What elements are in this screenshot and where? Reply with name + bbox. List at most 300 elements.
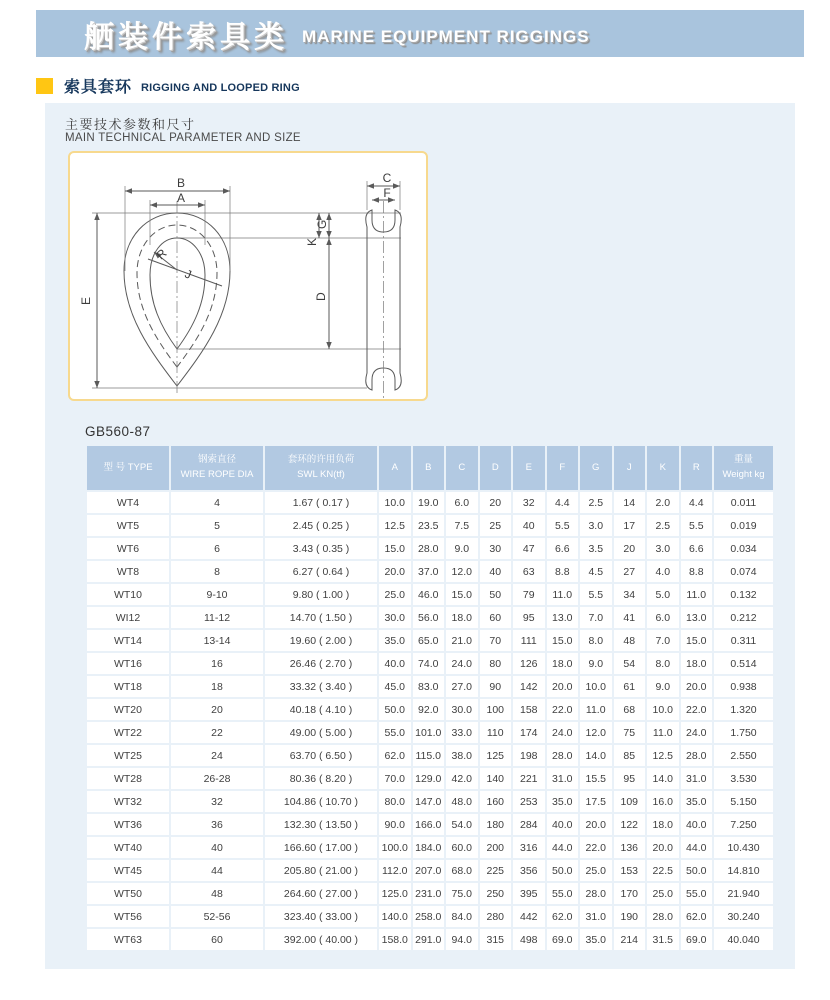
table-cell: 170 bbox=[614, 883, 646, 904]
table-cell: 38.0 bbox=[446, 745, 478, 766]
table-cell: 17 bbox=[614, 515, 646, 536]
table-cell: 2.5 bbox=[580, 492, 612, 513]
table-cell: 0.311 bbox=[714, 630, 773, 651]
dim-label-d: D bbox=[314, 292, 328, 301]
table-row bbox=[87, 630, 773, 651]
table-cell: 4 bbox=[171, 492, 263, 513]
table-cell: 140 bbox=[480, 768, 512, 789]
table-row bbox=[87, 837, 773, 858]
table-cell: 47 bbox=[513, 538, 545, 559]
table-cell: 50 bbox=[480, 584, 512, 605]
table-cell: 122 bbox=[614, 814, 646, 835]
table-cell: 18.0 bbox=[446, 607, 478, 628]
table-row bbox=[87, 883, 773, 904]
column-header: D bbox=[480, 446, 512, 490]
table-cell: 5 bbox=[171, 515, 263, 536]
spec-table bbox=[85, 444, 775, 952]
table-cell: 16.0 bbox=[647, 791, 679, 812]
table-cell: 3.530 bbox=[714, 768, 773, 789]
table-cell: 12.0 bbox=[580, 722, 612, 743]
table-cell: 7.250 bbox=[714, 814, 773, 835]
table-cell: 160 bbox=[480, 791, 512, 812]
table-cell: 20.0 bbox=[681, 676, 713, 697]
table-cell: 15.0 bbox=[547, 630, 579, 651]
table-row bbox=[87, 653, 773, 674]
table-cell: 6.6 bbox=[547, 538, 579, 559]
table-cell: 22.0 bbox=[547, 699, 579, 720]
table-cell: 9.0 bbox=[647, 676, 679, 697]
table-cell: 55.0 bbox=[547, 883, 579, 904]
table-cell: 125.0 bbox=[379, 883, 411, 904]
thimble-technical-drawing bbox=[70, 153, 426, 399]
table-cell: 61 bbox=[614, 676, 646, 697]
dim-label-f: F bbox=[383, 186, 391, 200]
table-row bbox=[87, 515, 773, 536]
table-cell: 10.0 bbox=[379, 492, 411, 513]
table-cell: 4.4 bbox=[681, 492, 713, 513]
table-cell: 30 bbox=[480, 538, 512, 559]
table-row bbox=[87, 768, 773, 789]
table-cell: 17.5 bbox=[580, 791, 612, 812]
table-cell: 0.938 bbox=[714, 676, 773, 697]
table-cell: 10.0 bbox=[580, 676, 612, 697]
table-cell: WT5 bbox=[87, 515, 169, 536]
table-cell: 50.0 bbox=[681, 860, 713, 881]
table-cell: 14.70 ( 1.50 ) bbox=[265, 607, 377, 628]
table-cell: 42.0 bbox=[446, 768, 478, 789]
table-cell: 50.0 bbox=[379, 699, 411, 720]
table-cell: 4.4 bbox=[547, 492, 579, 513]
standard-code-label: GB560-87 bbox=[85, 424, 151, 439]
column-header: B bbox=[413, 446, 445, 490]
table-cell: 12.0 bbox=[446, 561, 478, 582]
table-cell: 0.019 bbox=[714, 515, 773, 536]
table-cell: 35.0 bbox=[379, 630, 411, 651]
table-cell: 1.320 bbox=[714, 699, 773, 720]
table-cell: 24 bbox=[171, 745, 263, 766]
table-cell: 198 bbox=[513, 745, 545, 766]
table-cell: 264.60 ( 27.00 ) bbox=[265, 883, 377, 904]
table-cell: 315 bbox=[480, 929, 512, 950]
column-header: 重量 Weight kg bbox=[714, 446, 773, 490]
table-row bbox=[87, 860, 773, 881]
table-cell: 20 bbox=[171, 699, 263, 720]
table-cell: 65.0 bbox=[413, 630, 445, 651]
table-cell: WT18 bbox=[87, 676, 169, 697]
table-cell: 40 bbox=[171, 837, 263, 858]
table-cell: 3.0 bbox=[580, 515, 612, 536]
table-cell: 109 bbox=[614, 791, 646, 812]
table-cell: 24.0 bbox=[681, 722, 713, 743]
yellow-square-bullet-icon bbox=[36, 78, 53, 94]
table-cell: 70 bbox=[480, 630, 512, 651]
table-cell: 80.36 ( 8.20 ) bbox=[265, 768, 377, 789]
table-cell: 20 bbox=[480, 492, 512, 513]
table-cell: 111 bbox=[513, 630, 545, 651]
table-cell: 7.5 bbox=[446, 515, 478, 536]
table-cell: 68.0 bbox=[446, 860, 478, 881]
table-cell: 40 bbox=[513, 515, 545, 536]
table-cell: 40.040 bbox=[714, 929, 773, 950]
table-cell: 28.0 bbox=[647, 906, 679, 927]
table-cell: 498 bbox=[513, 929, 545, 950]
table-cell: 166.0 bbox=[413, 814, 445, 835]
table-cell: 85 bbox=[614, 745, 646, 766]
table-cell: 147.0 bbox=[413, 791, 445, 812]
table-cell: 21.0 bbox=[446, 630, 478, 651]
dim-label-g: G bbox=[315, 219, 329, 229]
table-cell: 9.80 ( 1.00 ) bbox=[265, 584, 377, 605]
table-cell: WT28 bbox=[87, 768, 169, 789]
subtitle-english: MAIN TECHNICAL PARAMETER AND SIZE bbox=[65, 132, 301, 144]
table-cell: 95 bbox=[614, 768, 646, 789]
table-cell: 46.0 bbox=[413, 584, 445, 605]
table-cell: 22.5 bbox=[647, 860, 679, 881]
table-cell: WT45 bbox=[87, 860, 169, 881]
table-cell: 207.0 bbox=[413, 860, 445, 881]
table-cell: WT4 bbox=[87, 492, 169, 513]
table-cell: 14.0 bbox=[580, 745, 612, 766]
table-cell: 104.86 ( 10.70 ) bbox=[265, 791, 377, 812]
table-cell: 190 bbox=[614, 906, 646, 927]
table-cell: 5.150 bbox=[714, 791, 773, 812]
table-cell: 92.0 bbox=[413, 699, 445, 720]
table-cell: 35.0 bbox=[547, 791, 579, 812]
dim-label-k: K bbox=[305, 237, 319, 246]
table-row bbox=[87, 607, 773, 628]
table-cell: WT16 bbox=[87, 653, 169, 674]
table-cell: 19.60 ( 2.00 ) bbox=[265, 630, 377, 651]
table-row bbox=[87, 745, 773, 766]
table-cell: 12.5 bbox=[379, 515, 411, 536]
table-row bbox=[87, 929, 773, 950]
table-cell: 18 bbox=[171, 676, 263, 697]
table-cell: 18.0 bbox=[647, 814, 679, 835]
table-cell: 40.0 bbox=[681, 814, 713, 835]
table-cell: 6.0 bbox=[647, 607, 679, 628]
table-cell: 28.0 bbox=[547, 745, 579, 766]
table-cell: 13.0 bbox=[681, 607, 713, 628]
column-header: J bbox=[614, 446, 646, 490]
table-cell: 3.0 bbox=[647, 538, 679, 559]
table-cell: WI12 bbox=[87, 607, 169, 628]
table-cell: 158.0 bbox=[379, 929, 411, 950]
table-cell: 31.0 bbox=[681, 768, 713, 789]
table-cell: 44.0 bbox=[547, 837, 579, 858]
table-row bbox=[87, 676, 773, 697]
table-cell: 83.0 bbox=[413, 676, 445, 697]
table-cell: 62.0 bbox=[379, 745, 411, 766]
table-cell: 36 bbox=[171, 814, 263, 835]
table-cell: 395 bbox=[513, 883, 545, 904]
table-cell: 94.0 bbox=[446, 929, 478, 950]
table-cell: 0.132 bbox=[714, 584, 773, 605]
table-cell: 8.0 bbox=[647, 653, 679, 674]
table-cell: 153 bbox=[614, 860, 646, 881]
column-header: K bbox=[647, 446, 679, 490]
table-row bbox=[87, 814, 773, 835]
table-cell: 44 bbox=[171, 860, 263, 881]
table-cell: 31.0 bbox=[580, 906, 612, 927]
table-cell: 5.5 bbox=[580, 584, 612, 605]
spec-table-body bbox=[87, 492, 773, 950]
table-cell: 20.0 bbox=[379, 561, 411, 582]
table-cell: 24.0 bbox=[446, 653, 478, 674]
table-cell: 13-14 bbox=[171, 630, 263, 651]
table-cell: 280 bbox=[480, 906, 512, 927]
table-cell: 20.0 bbox=[647, 837, 679, 858]
table-cell: 28.0 bbox=[681, 745, 713, 766]
table-cell: 14.810 bbox=[714, 860, 773, 881]
column-header: E bbox=[513, 446, 545, 490]
column-header: C bbox=[446, 446, 478, 490]
table-cell: 56.0 bbox=[413, 607, 445, 628]
table-row bbox=[87, 906, 773, 927]
table-cell: 60.0 bbox=[446, 837, 478, 858]
table-cell: 48 bbox=[614, 630, 646, 651]
table-cell: 132.30 ( 13.50 ) bbox=[265, 814, 377, 835]
table-cell: 40 bbox=[480, 561, 512, 582]
table-cell: 101.0 bbox=[413, 722, 445, 743]
table-cell: WT20 bbox=[87, 699, 169, 720]
table-cell: 35.0 bbox=[580, 929, 612, 950]
table-cell: WT32 bbox=[87, 791, 169, 812]
dim-label-a: A bbox=[176, 191, 186, 205]
table-cell: 75.0 bbox=[446, 883, 478, 904]
table-cell: 55.0 bbox=[379, 722, 411, 743]
table-cell: 75 bbox=[614, 722, 646, 743]
table-cell: 3.43 ( 0.35 ) bbox=[265, 538, 377, 559]
table-cell: WT22 bbox=[87, 722, 169, 743]
table-cell: 30.0 bbox=[379, 607, 411, 628]
table-cell: 18.0 bbox=[547, 653, 579, 674]
table-cell: 12.5 bbox=[647, 745, 679, 766]
table-cell: 323.40 ( 33.00 ) bbox=[265, 906, 377, 927]
table-cell: 14 bbox=[614, 492, 646, 513]
table-cell: 70.0 bbox=[379, 768, 411, 789]
table-cell: 20.0 bbox=[547, 676, 579, 697]
table-cell: 33.32 ( 3.40 ) bbox=[265, 676, 377, 697]
table-cell: 28.0 bbox=[413, 538, 445, 559]
table-cell: WT6 bbox=[87, 538, 169, 559]
table-cell: 62.0 bbox=[547, 906, 579, 927]
table-cell: 214 bbox=[614, 929, 646, 950]
table-cell: 115.0 bbox=[413, 745, 445, 766]
table-cell: 6.0 bbox=[446, 492, 478, 513]
table-cell: WT8 bbox=[87, 561, 169, 582]
page-header-banner bbox=[36, 10, 804, 57]
table-cell: WT50 bbox=[87, 883, 169, 904]
table-cell: 174 bbox=[513, 722, 545, 743]
table-cell: 184.0 bbox=[413, 837, 445, 858]
table-cell: 25.0 bbox=[647, 883, 679, 904]
table-cell: 40.18 ( 4.10 ) bbox=[265, 699, 377, 720]
table-cell: 205.80 ( 21.00 ) bbox=[265, 860, 377, 881]
table-cell: 5.5 bbox=[547, 515, 579, 536]
table-cell: 0.212 bbox=[714, 607, 773, 628]
table-cell: 44.0 bbox=[681, 837, 713, 858]
column-header: 套环的许用负荷 SWL KN(tf) bbox=[265, 446, 377, 490]
table-cell: 392.00 ( 40.00 ) bbox=[265, 929, 377, 950]
table-cell: 20.0 bbox=[580, 814, 612, 835]
table-cell: 180 bbox=[480, 814, 512, 835]
table-cell: 23.5 bbox=[413, 515, 445, 536]
table-cell: 19.0 bbox=[413, 492, 445, 513]
table-cell: 9-10 bbox=[171, 584, 263, 605]
dim-label-r: R bbox=[153, 246, 170, 263]
table-cell: 13.0 bbox=[547, 607, 579, 628]
table-cell: 32 bbox=[513, 492, 545, 513]
table-cell: 11.0 bbox=[547, 584, 579, 605]
table-cell: 0.011 bbox=[714, 492, 773, 513]
table-cell: WT14 bbox=[87, 630, 169, 651]
table-cell: 84.0 bbox=[446, 906, 478, 927]
table-cell: 231.0 bbox=[413, 883, 445, 904]
table-cell: 24.0 bbox=[547, 722, 579, 743]
dim-label-b: B bbox=[176, 176, 186, 190]
table-cell: 50.0 bbox=[547, 860, 579, 881]
table-cell: 200 bbox=[480, 837, 512, 858]
table-cell: 52-56 bbox=[171, 906, 263, 927]
table-cell: WT40 bbox=[87, 837, 169, 858]
table-cell: 79 bbox=[513, 584, 545, 605]
table-cell: 11.0 bbox=[647, 722, 679, 743]
table-cell: 18.0 bbox=[681, 653, 713, 674]
spec-table-header-row bbox=[87, 446, 773, 490]
table-cell: 110 bbox=[480, 722, 512, 743]
table-cell: 14.0 bbox=[647, 768, 679, 789]
table-cell: 26.46 ( 2.70 ) bbox=[265, 653, 377, 674]
table-cell: 26-28 bbox=[171, 768, 263, 789]
table-cell: 25.0 bbox=[580, 860, 612, 881]
table-cell: 0.074 bbox=[714, 561, 773, 582]
table-cell: 5.0 bbox=[647, 584, 679, 605]
table-cell: 28.0 bbox=[580, 883, 612, 904]
content-panel bbox=[45, 103, 795, 969]
table-cell: 100 bbox=[480, 699, 512, 720]
table-cell: 100.0 bbox=[379, 837, 411, 858]
technical-drawing-box bbox=[68, 151, 428, 401]
table-cell: 74.0 bbox=[413, 653, 445, 674]
table-cell: 6 bbox=[171, 538, 263, 559]
section-heading bbox=[36, 74, 300, 97]
banner-title-english: MARINE EQUIPMENT RIGGINGS bbox=[302, 26, 590, 46]
table-cell: 25 bbox=[480, 515, 512, 536]
table-cell: 25.0 bbox=[379, 584, 411, 605]
table-cell: 48.0 bbox=[446, 791, 478, 812]
table-cell: 356 bbox=[513, 860, 545, 881]
table-cell: 4.5 bbox=[580, 561, 612, 582]
table-cell: 20 bbox=[614, 538, 646, 559]
table-cell: 33.0 bbox=[446, 722, 478, 743]
table-cell: 284 bbox=[513, 814, 545, 835]
table-cell: 60 bbox=[171, 929, 263, 950]
table-cell: 90.0 bbox=[379, 814, 411, 835]
table-cell: 8.8 bbox=[547, 561, 579, 582]
table-cell: 291.0 bbox=[413, 929, 445, 950]
table-cell: 112.0 bbox=[379, 860, 411, 881]
table-cell: 0.034 bbox=[714, 538, 773, 559]
table-cell: 7.0 bbox=[580, 607, 612, 628]
table-cell: 80 bbox=[480, 653, 512, 674]
table-cell: 63.70 ( 6.50 ) bbox=[265, 745, 377, 766]
table-cell: 15.0 bbox=[681, 630, 713, 651]
column-header: F bbox=[547, 446, 579, 490]
table-cell: 1.67 ( 0.17 ) bbox=[265, 492, 377, 513]
table-cell: 258.0 bbox=[413, 906, 445, 927]
table-cell: 15.0 bbox=[379, 538, 411, 559]
table-cell: 6.6 bbox=[681, 538, 713, 559]
dim-label-e: E bbox=[79, 296, 93, 305]
subtitle-chinese: 主要技术参数和尺寸 bbox=[65, 117, 196, 132]
table-cell: 3.5 bbox=[580, 538, 612, 559]
table-cell: 11.0 bbox=[580, 699, 612, 720]
table-cell: WT25 bbox=[87, 745, 169, 766]
column-header: 型 号 TYPE bbox=[87, 446, 169, 490]
dim-label-c: C bbox=[382, 171, 392, 185]
table-row bbox=[87, 561, 773, 582]
table-cell: 9.0 bbox=[446, 538, 478, 559]
table-cell: WT36 bbox=[87, 814, 169, 835]
table-cell: 45.0 bbox=[379, 676, 411, 697]
table-cell: 158 bbox=[513, 699, 545, 720]
table-cell: 21.940 bbox=[714, 883, 773, 904]
table-cell: 126 bbox=[513, 653, 545, 674]
table-cell: 34 bbox=[614, 584, 646, 605]
column-header: R bbox=[681, 446, 713, 490]
table-cell: 95 bbox=[513, 607, 545, 628]
table-cell: 7.0 bbox=[647, 630, 679, 651]
table-cell: 11.0 bbox=[681, 584, 713, 605]
table-cell: 5.5 bbox=[681, 515, 713, 536]
column-header: G bbox=[580, 446, 612, 490]
table-cell: 35.0 bbox=[681, 791, 713, 812]
table-cell: 8.8 bbox=[681, 561, 713, 582]
table-cell: 9.0 bbox=[580, 653, 612, 674]
table-cell: 10.430 bbox=[714, 837, 773, 858]
dim-label-j: J bbox=[182, 266, 194, 282]
table-cell: 8 bbox=[171, 561, 263, 582]
table-row bbox=[87, 538, 773, 559]
table-cell: 48 bbox=[171, 883, 263, 904]
table-cell: 90 bbox=[480, 676, 512, 697]
section-title-chinese: 索具套环 bbox=[64, 79, 133, 96]
table-cell: 40.0 bbox=[379, 653, 411, 674]
table-cell: 69.0 bbox=[547, 929, 579, 950]
table-cell: 30.240 bbox=[714, 906, 773, 927]
table-cell: WT10 bbox=[87, 584, 169, 605]
table-cell: 316 bbox=[513, 837, 545, 858]
table-cell: 37.0 bbox=[413, 561, 445, 582]
table-cell: 40.0 bbox=[547, 814, 579, 835]
table-cell: 62.0 bbox=[681, 906, 713, 927]
table-cell: 55.0 bbox=[681, 883, 713, 904]
table-cell: 22.0 bbox=[580, 837, 612, 858]
table-cell: 10.0 bbox=[647, 699, 679, 720]
section-title-english: RIGGING AND LOOPED RING bbox=[141, 81, 300, 94]
table-cell: 27.0 bbox=[446, 676, 478, 697]
table-cell: 129.0 bbox=[413, 768, 445, 789]
banner-title-chinese: 舾装件索具类 bbox=[84, 20, 288, 54]
table-cell: 32 bbox=[171, 791, 263, 812]
table-cell: 11-12 bbox=[171, 607, 263, 628]
table-cell: 221 bbox=[513, 768, 545, 789]
table-cell: 80.0 bbox=[379, 791, 411, 812]
table-cell: 250 bbox=[480, 883, 512, 904]
table-cell: WT63 bbox=[87, 929, 169, 950]
table-cell: 54 bbox=[614, 653, 646, 674]
table-cell: 2.5 bbox=[647, 515, 679, 536]
